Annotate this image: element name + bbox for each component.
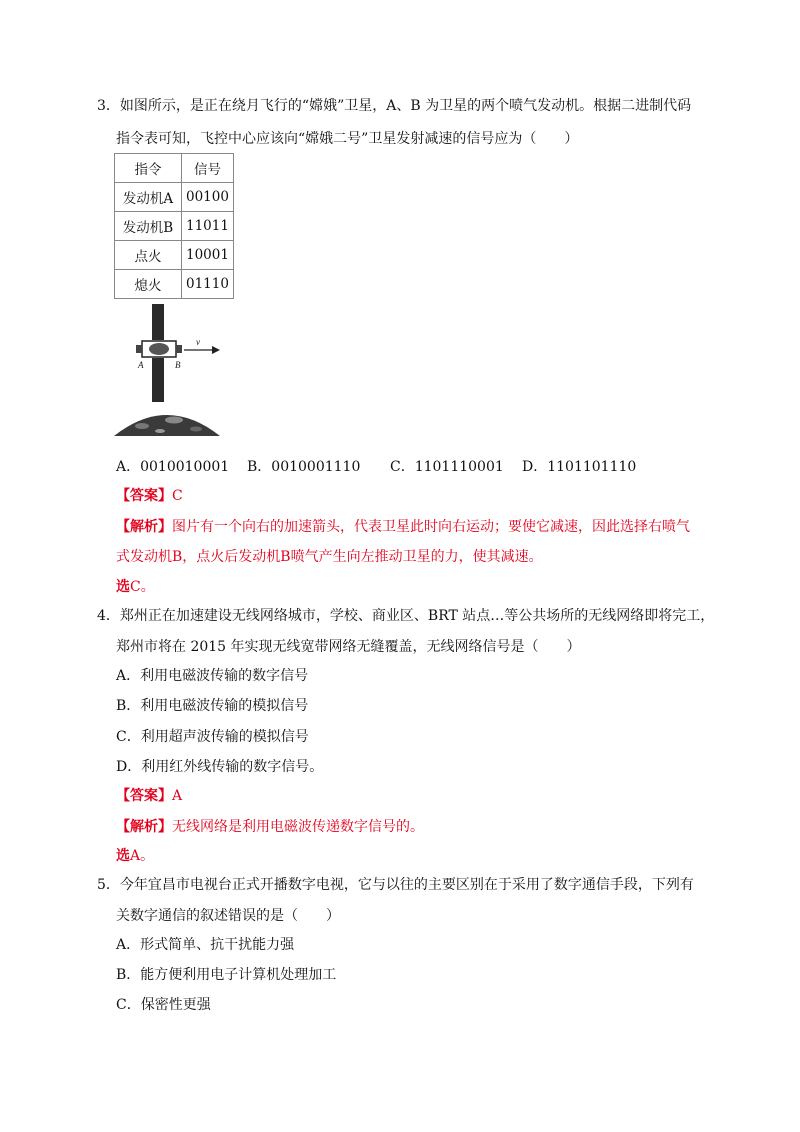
- q5-option-a: A．形式简单、抗干扰能力强: [116, 937, 295, 953]
- select-value: A。: [130, 848, 155, 864]
- analysis-tag: 【解析】: [116, 519, 172, 535]
- answer-value: C: [172, 488, 183, 504]
- q3-analysis-line1: [116, 517, 690, 537]
- table-cell: 10001: [182, 241, 234, 270]
- q3-option-d: D．1101101110: [522, 459, 637, 475]
- q3-option-b: B．0010001110: [247, 459, 361, 475]
- table-cell: 00100: [182, 183, 234, 212]
- moon-crater: [155, 429, 165, 433]
- solar-panel-bottom: [152, 358, 164, 402]
- answer-tag: 【答案】: [116, 488, 172, 504]
- answer-tag: 【答案】: [116, 788, 172, 804]
- arrow-head-icon: [212, 346, 220, 354]
- select-tag: 选: [116, 579, 130, 595]
- q4-answer: [116, 786, 182, 806]
- q3-stem-line2: 指令表可知，飞控中心应该向“嫦娥二号”卫星发射减速的信号应为（ ）: [116, 131, 579, 147]
- moon-crater: [190, 427, 202, 432]
- engine-b: [176, 345, 182, 353]
- table-cell: 熄火: [115, 270, 182, 299]
- engine-a-label: A: [138, 360, 144, 370]
- select-tag: 选: [116, 848, 130, 864]
- q3-analysis-line2: 式发动机B，点火后发动机B喷气产生向左推动卫星的力，使其减速。: [116, 549, 543, 565]
- select-value: C。: [130, 579, 155, 595]
- table-header-row: [115, 154, 234, 183]
- q5-option-c: C．保密性更强: [116, 997, 211, 1013]
- table-header-cell: 指令: [115, 154, 182, 183]
- table-row: [115, 241, 234, 270]
- q4-stem-line1: 4．郑州正在加速建设无线网络城市，学校、商业区、BRT 站点…等公共场所的无线网络即将完工，: [97, 608, 715, 624]
- q4-select: [116, 846, 154, 866]
- table-cell: 11011: [182, 212, 234, 241]
- q3-option-c: C．1101110001: [390, 459, 504, 475]
- satellite-drawing: [112, 302, 222, 436]
- analysis-text: 无线网络是利用电磁波传递数字信号的。: [172, 819, 424, 835]
- q3-stem-line1: 3．如图所示，是正在绕月飞行的“嫦娥”卫星，A、B 为卫星的两个喷气发动机。根据二进制代码: [97, 98, 692, 114]
- moon-crater: [165, 417, 183, 424]
- instruction-table: [114, 153, 234, 299]
- q4-option-c: C．利用超声波传输的模拟信号: [116, 729, 309, 745]
- q3-answer: [116, 486, 183, 506]
- table-row: [115, 212, 234, 241]
- engine-a: [136, 345, 142, 353]
- engine-b-label: B: [175, 360, 181, 370]
- table-row: [115, 270, 234, 299]
- moon-crater: [135, 423, 149, 429]
- velocity-label: v: [196, 337, 200, 347]
- q4-option-a: A．利用电磁波传输的数字信号: [116, 668, 309, 684]
- satellite-core: [149, 343, 169, 355]
- table-header-cell: 信号: [182, 154, 234, 183]
- table-row: [115, 183, 234, 212]
- q4-stem-line2: 郑州市将在 2015 年实现无线宽带网络无缝覆盖，无线网络信号是（ ）: [116, 639, 581, 655]
- q5-option-b: B．能方便利用电子计算机处理加工: [116, 967, 337, 983]
- q5-stem-line2: 关数字通信的叙述错误的是（ ）: [116, 908, 340, 924]
- q4-option-b: B．利用电磁波传输的模拟信号: [116, 698, 309, 714]
- q3-option-a: A．0010010001: [116, 459, 230, 475]
- solar-panel-top: [152, 304, 164, 340]
- q4-analysis: [116, 817, 424, 837]
- analysis-text: 图片有一个向右的加速箭头，代表卫星此时向右运动；要使它减速，因此选择右喷气: [172, 519, 690, 535]
- table-cell: 点火: [115, 241, 182, 270]
- table-cell: 01110: [182, 270, 234, 299]
- satellite-figure: [112, 302, 222, 436]
- analysis-tag: 【解析】: [116, 819, 172, 835]
- q5-stem-line1: 5．今年宜昌市电视台正式开播数字电视，它与以往的主要区别在于采用了数字通信手段，下列有: [97, 877, 694, 893]
- q3-select: [116, 577, 155, 597]
- table-cell: 发动机A: [115, 183, 182, 212]
- q4-option-d: D．利用红外线传输的数字信号。: [116, 759, 324, 775]
- table-cell: 发动机B: [115, 212, 182, 241]
- answer-value: A: [172, 788, 183, 804]
